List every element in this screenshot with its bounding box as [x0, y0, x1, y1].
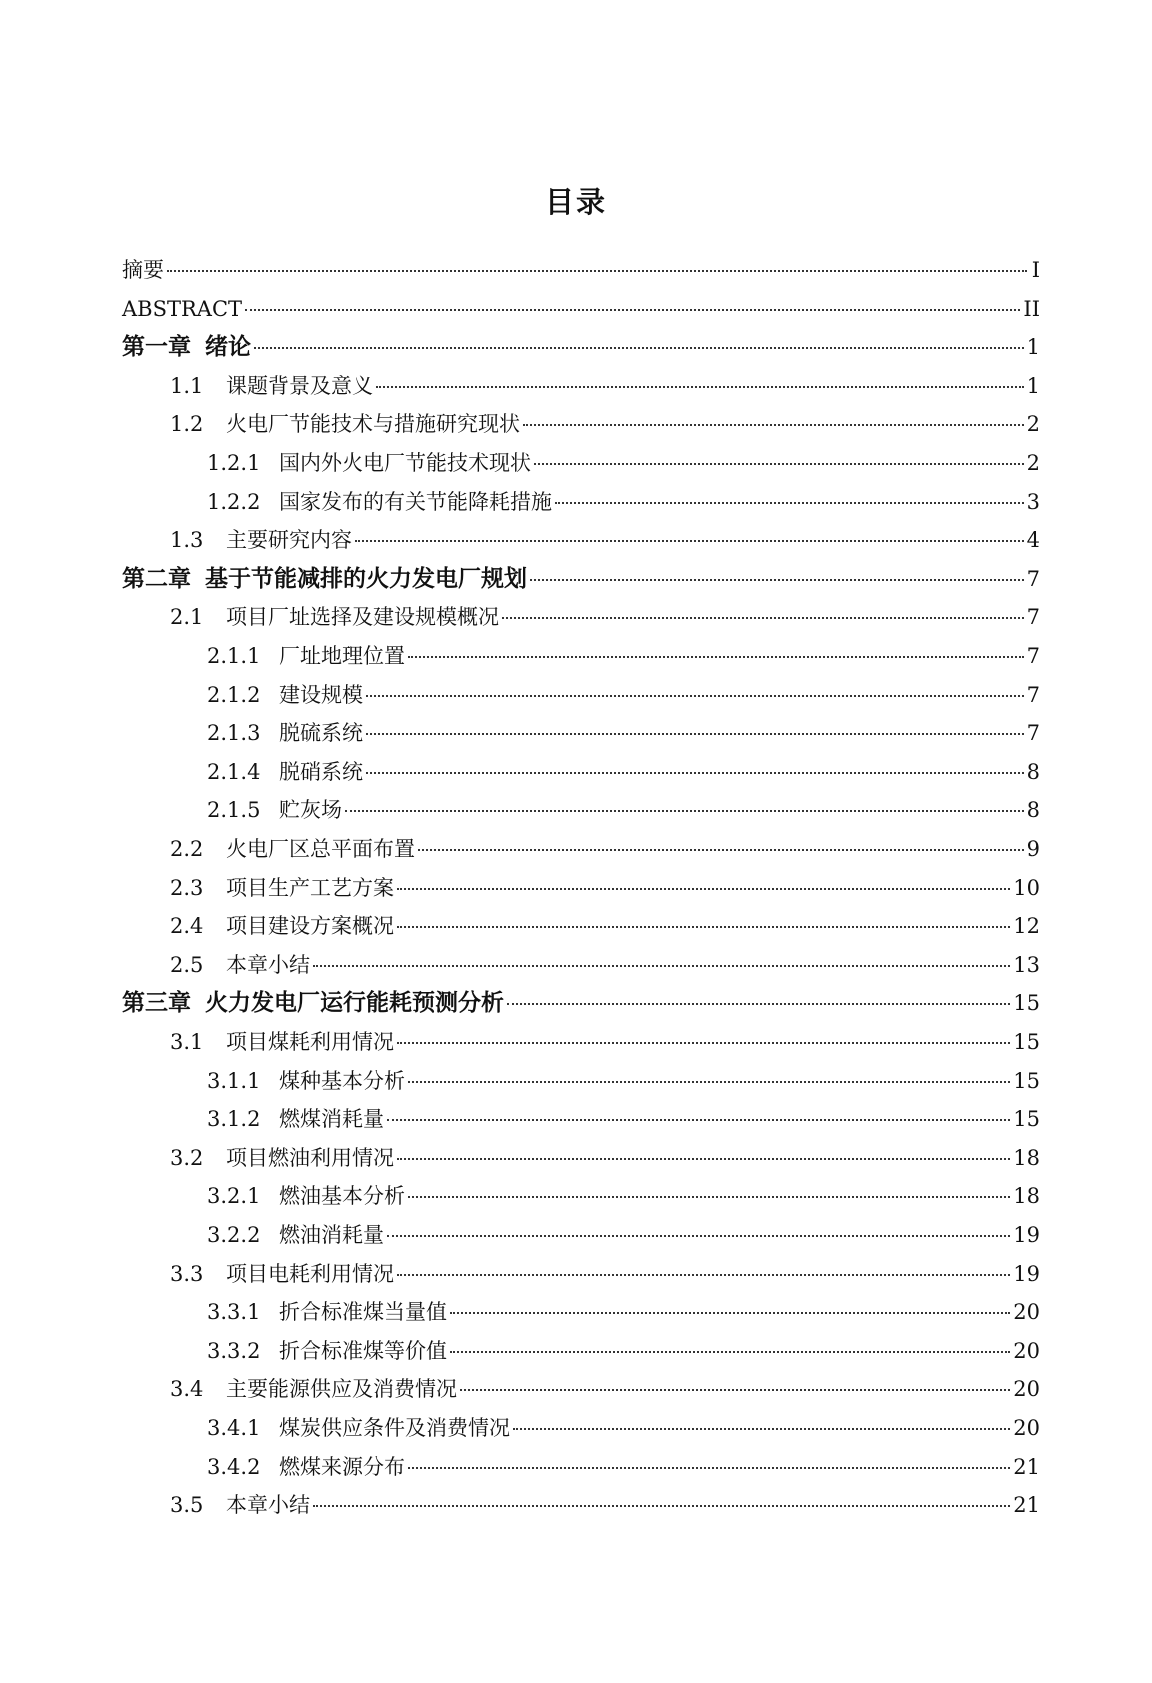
toc-entry-number: 第一章: [122, 334, 191, 361]
toc-entry-page-number: 7: [1026, 644, 1040, 668]
toc-entry[interactable]: [170, 911, 1040, 941]
toc-entry-title: 国家发布的有关节能降耗措施: [279, 489, 552, 514]
toc-entry-number: 第二章: [122, 565, 191, 592]
toc-entry-page-number: 15: [1013, 1068, 1040, 1093]
toc-entry-title: 主要能源供应及消费情况: [226, 1377, 457, 1402]
toc-entry-page-number: 2: [1026, 451, 1040, 475]
toc-entry-number: 3.2.2: [207, 1223, 261, 1247]
toc-dot-leader: [450, 1312, 1010, 1314]
toc-dot-leader: [450, 1351, 1010, 1353]
toc-entry-page-number: 1: [1026, 335, 1040, 360]
toc-entry-title: 绪论: [205, 334, 251, 361]
toc-dot-leader: [366, 772, 1024, 774]
toc-dot-leader: [366, 733, 1024, 735]
toc-entry-number: 3.3: [170, 1261, 204, 1286]
toc-dot-leader: [408, 1196, 1010, 1198]
toc-entry[interactable]: [207, 448, 1040, 478]
toc-dot-leader: [555, 502, 1024, 504]
toc-entry-page-number: 20: [1013, 1416, 1040, 1440]
toc-entry[interactable]: [170, 834, 1040, 864]
toc-dot-leader: [167, 270, 1027, 272]
toc-entry-title: 主要研究内容: [226, 528, 352, 553]
toc-entry-page-number: 7: [1026, 682, 1040, 707]
toc-entry-page-number: 20: [1013, 1300, 1040, 1325]
toc-entry[interactable]: [207, 1452, 1040, 1482]
toc-entry-page-number: 19: [1013, 1223, 1040, 1247]
toc-dot-leader: [460, 1389, 1010, 1391]
toc-dot-leader: [387, 1119, 1010, 1121]
toc-dot-leader: [408, 656, 1024, 658]
toc-entry-title: 煤种基本分析: [279, 1068, 405, 1093]
toc-entry-number: 3.3.2: [207, 1338, 261, 1363]
toc-entry-number: 1.2.2: [207, 489, 261, 514]
toc-entry-title: 本章小结: [226, 1493, 310, 1518]
toc-entry-number: 2.1.1: [207, 644, 261, 668]
toc-dot-leader: [502, 617, 1024, 619]
toc-entry-page-number: 1: [1026, 373, 1040, 398]
toc-entry-number: 1.2.1: [207, 451, 261, 475]
toc-entry-number: 2.2: [170, 837, 204, 861]
toc-entry-number: 3.3.1: [207, 1300, 261, 1325]
toc-entry-title: 项目建设方案概况: [226, 914, 394, 939]
toc-entry-title: ABSTRACT: [122, 296, 243, 321]
toc-entry-number: 3.4: [170, 1377, 204, 1402]
toc-entry[interactable]: [170, 1259, 1040, 1289]
toc-dot-leader: [376, 386, 1024, 388]
toc-entry-title: 火电厂区总平面布置: [226, 837, 415, 861]
toc-dot-leader: [245, 309, 1020, 311]
toc-entry[interactable]: [207, 487, 1040, 517]
toc-dot-leader: [355, 540, 1024, 542]
toc-entry[interactable]: [170, 1374, 1040, 1404]
toc-entry[interactable]: [170, 371, 1040, 401]
toc-entry-number: 2.1.3: [207, 721, 261, 746]
toc-entry[interactable]: [170, 950, 1040, 980]
toc-title: 目录: [544, 185, 607, 219]
toc-entry-title: 建设规模: [279, 682, 363, 707]
toc-entry[interactable]: [207, 641, 1040, 671]
toc-entry-page-number: 8: [1026, 798, 1040, 823]
toc-entry-number: 3.1: [170, 1030, 204, 1054]
toc-entry-title: 脱硝系统: [279, 759, 363, 784]
toc-entry-title: 项目生产工艺方案: [226, 875, 394, 900]
toc-entry-page-number: 2: [1026, 412, 1040, 437]
toc-entry-number: 3.1.2: [207, 1107, 261, 1132]
toc-dot-leader: [313, 1505, 1010, 1507]
toc-entry-title: 火电厂节能技术与措施研究现状: [226, 412, 520, 437]
toc-entry-page-number: 7: [1026, 566, 1040, 591]
toc-dot-leader: [313, 965, 1010, 967]
toc-entry-number: 2.1: [170, 605, 204, 630]
toc-entry-number: 3.5: [170, 1493, 204, 1518]
toc-dot-leader: [523, 424, 1024, 426]
toc-entry-page-number: 13: [1013, 952, 1040, 977]
toc-entry-number: 2.3: [170, 875, 204, 900]
toc-dot-leader: [408, 1081, 1010, 1083]
toc-entry-number: 1.1: [170, 373, 204, 398]
toc-entry-title: 燃油消耗量: [279, 1223, 384, 1247]
toc-entry-title: 脱硫系统: [279, 721, 363, 746]
toc-entry-number: 1.2: [170, 412, 204, 437]
toc-entry-number: 1.3: [170, 528, 204, 553]
toc-dot-leader: [507, 1003, 1010, 1005]
toc-entry-title: 燃煤消耗量: [279, 1107, 384, 1132]
toc-entry-page-number: 19: [1013, 1261, 1040, 1286]
toc-entry-title: 燃油基本分析: [279, 1184, 405, 1209]
toc-entry-title: 课题背景及意义: [226, 373, 373, 398]
toc-entry-title: 项目电耗利用情况: [226, 1261, 394, 1286]
toc-entry-title: 厂址地理位置: [279, 644, 405, 668]
toc-entry[interactable]: [170, 1027, 1040, 1057]
toc-entry[interactable]: [207, 718, 1040, 748]
toc-entry-title: 项目厂址选择及建设规模概况: [226, 605, 499, 630]
toc-dot-leader: [418, 849, 1024, 851]
toc-entry[interactable]: [207, 680, 1040, 710]
toc-entry-number: 2.1.5: [207, 798, 261, 823]
toc-entry[interactable]: [122, 294, 1040, 324]
toc-entry-title: 贮灰场: [279, 798, 342, 823]
toc-dot-leader: [513, 1428, 1010, 1430]
toc-dot-leader: [397, 1274, 1010, 1276]
toc-entry[interactable]: [170, 1490, 1040, 1520]
toc-entry-number: 3.2: [170, 1145, 204, 1170]
toc-entry-number: 第三章: [122, 990, 191, 1017]
toc-dot-leader: [408, 1467, 1010, 1469]
toc-dot-leader: [254, 347, 1024, 349]
toc-entry[interactable]: [170, 1143, 1040, 1173]
toc-entry-page-number: 12: [1013, 914, 1040, 939]
toc-entry-page-number: 15: [1013, 991, 1040, 1016]
toc-dot-leader: [397, 1158, 1010, 1160]
toc-entry-page-number: I: [1031, 258, 1040, 282]
toc-entry-title: 摘要: [122, 258, 164, 282]
toc-entry[interactable]: [207, 1220, 1040, 1250]
toc-entry-title: 基于节能减排的火力发电厂规划: [205, 565, 527, 592]
toc-entry[interactable]: [170, 873, 1040, 903]
toc-entry-page-number: 10: [1013, 875, 1040, 900]
toc-entry-page-number: 15: [1013, 1030, 1040, 1054]
toc-entry-title: 火力发电厂运行能耗预测分析: [205, 990, 504, 1017]
toc-entry-number: 2.1.2: [207, 682, 261, 707]
toc-entry-number: 2.4: [170, 914, 204, 939]
toc-entry-page-number: 8: [1026, 759, 1040, 784]
toc-entry[interactable]: [122, 255, 1040, 285]
toc-dot-leader: [530, 579, 1024, 581]
toc-entry-number: 2.1.4: [207, 759, 261, 784]
toc-entry-number: 3.4.2: [207, 1454, 261, 1479]
toc-entry-number: 3.4.1: [207, 1416, 261, 1440]
toc-dot-leader: [387, 1235, 1010, 1237]
toc-entry-title: 燃煤来源分布: [279, 1454, 405, 1479]
toc-dot-leader: [397, 926, 1010, 928]
toc-dot-leader: [397, 888, 1010, 890]
toc-entry-title: 煤炭供应条件及消费情况: [279, 1416, 510, 1440]
toc-dot-leader: [366, 695, 1024, 697]
toc-entry-title: 国内外火电厂节能技术现状: [279, 451, 531, 475]
toc-entry[interactable]: [207, 1066, 1040, 1096]
toc-entry[interactable]: [170, 525, 1040, 555]
toc-entry-page-number: 7: [1026, 721, 1040, 746]
toc-dot-leader: [534, 463, 1024, 465]
toc-entry[interactable]: [207, 1297, 1040, 1327]
toc-entry-page-number: 18: [1013, 1184, 1040, 1209]
toc-dot-leader: [345, 810, 1024, 812]
toc-entry-page-number: 4: [1026, 528, 1040, 553]
toc-entry[interactable]: [207, 757, 1040, 787]
toc-entry[interactable]: [207, 1181, 1040, 1211]
toc-entry-page-number: 18: [1013, 1145, 1040, 1170]
toc-entry[interactable]: [122, 332, 1040, 362]
toc-entry[interactable]: [122, 564, 1040, 594]
toc-entry[interactable]: [170, 409, 1040, 439]
toc-entry-title: 本章小结: [226, 952, 310, 977]
toc-entry[interactable]: [207, 1336, 1040, 1366]
toc-entry-page-number: 3: [1026, 489, 1040, 514]
toc-entry[interactable]: [207, 1413, 1040, 1443]
toc-entry-title: 折合标准煤等价值: [279, 1338, 447, 1363]
toc-entry-number: 3.2.1: [207, 1184, 261, 1209]
toc-entry-page-number: 9: [1026, 837, 1040, 861]
toc-entry-page-number: 20: [1013, 1377, 1040, 1402]
toc-entry-number: 2.5: [170, 952, 204, 977]
toc-dot-leader: [397, 1042, 1010, 1044]
toc-entry-number: 3.1.1: [207, 1068, 261, 1093]
toc-entry-page-number: 21: [1013, 1493, 1040, 1518]
toc-entry-title: 折合标准煤当量值: [279, 1300, 447, 1325]
toc-entry-page-number: 7: [1026, 605, 1040, 630]
toc-entry-page-number: 20: [1013, 1338, 1040, 1363]
toc-entry-page-number: II: [1023, 296, 1040, 321]
toc-entry[interactable]: [122, 988, 1040, 1018]
toc-entry-page-number: 21: [1013, 1454, 1040, 1479]
toc-entry-title: 项目煤耗利用情况: [226, 1030, 394, 1054]
toc-entry[interactable]: [207, 795, 1040, 825]
toc-entry[interactable]: [170, 602, 1040, 632]
toc-entry[interactable]: [207, 1104, 1040, 1134]
toc-entry-page-number: 15: [1013, 1107, 1040, 1132]
toc-entry-title: 项目燃油利用情况: [226, 1145, 394, 1170]
